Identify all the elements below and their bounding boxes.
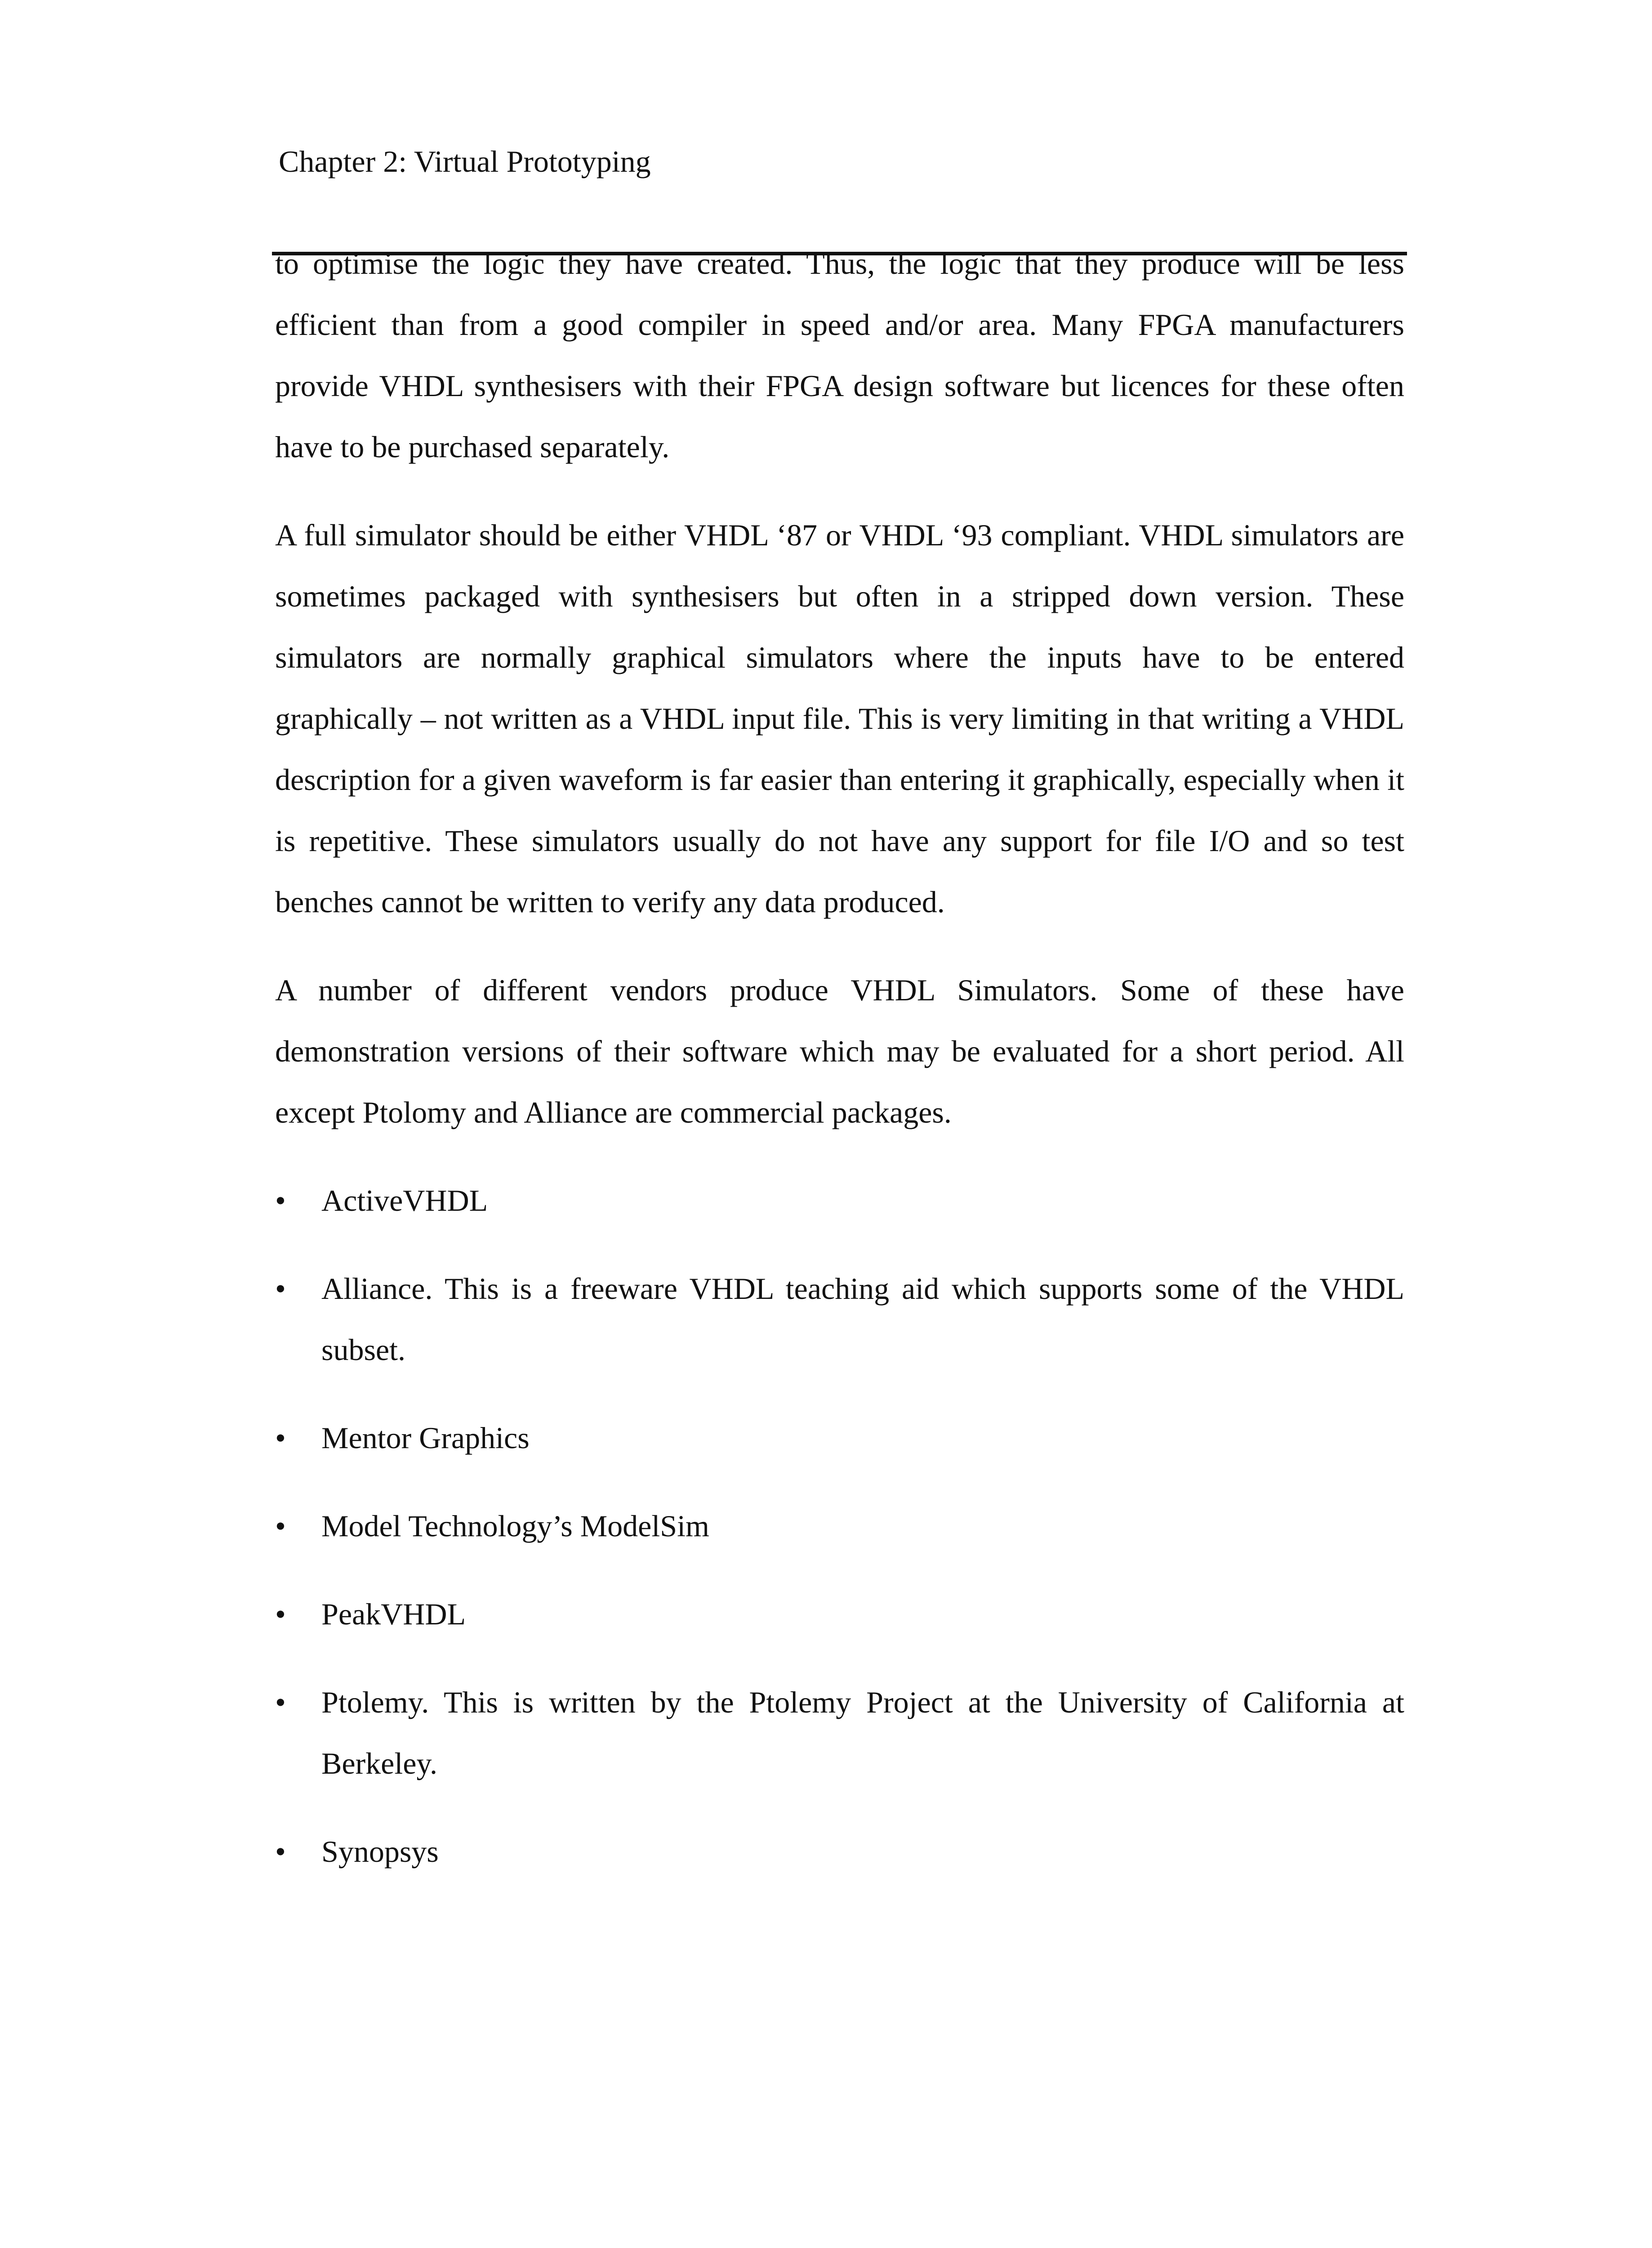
bullet-icon: •: [275, 1834, 286, 1869]
bullet-icon: •: [275, 1597, 286, 1631]
list-item-text: Ptolemy. This is written by the Ptolemy Project at the University of California at Berkeley.: [321, 1685, 1404, 1780]
list-item: [275, 1583, 1404, 1645]
list-item-text: Mentor Graphics: [321, 1421, 530, 1455]
list-item-text: ActiveVHDL: [321, 1183, 488, 1218]
bullet-icon: •: [275, 1509, 286, 1543]
bullet-icon: •: [275, 1271, 286, 1306]
list-item-text: Synopsys: [321, 1834, 439, 1869]
bullet-icon: •: [275, 1183, 286, 1218]
list-item: [275, 1821, 1404, 1882]
bullet-icon: •: [275, 1685, 286, 1719]
list-item-text: Model Technology’s ModelSim: [321, 1509, 709, 1543]
list-item-text: PeakVHDL: [321, 1597, 466, 1631]
list-item: [275, 1170, 1404, 1231]
list-item: [275, 1258, 1404, 1380]
paragraph-simulators: A full simulator should be either VHDL ‘87 or VHDL ‘93 compliant. VHDL simulators are sometimes packaged with synthesisers but often in a stripped down version. These simulators are normally graphical simulators where the inputs have to be entered graphically – not written as a VHDL input file. This is very limiting in that writing a VHDL description for a given waveform is far easier than entering it graphically, especially when it is repetitive. These simulators usually do not have any support for file I/O and so test benches cannot be written to verify any data produced.: [275, 518, 1404, 919]
running-header: Chapter 2: Virtual Prototyping: [279, 144, 651, 178]
list-item: [275, 1495, 1404, 1557]
paragraph-vendors: A number of different vendors produce VHDL Simulators. Some of these have demonstration versions of their software which may be evaluated for a short period. All except Ptolomy and Alliance are commercial packages.: [275, 973, 1404, 1129]
paragraph-synthesisers: to optimise the logic they have created. Thus, the logic that they produce will be less efficient than from a good compiler in speed and/or area. Many FPGA manufacturers provide VHDL synthesisers with their FPGA design software but licences for these often have to be purchased separately.: [275, 246, 1404, 464]
body-text: [275, 233, 1404, 1909]
list-item-text: Alliance. This is a freeware VHDL teaching aid which supports some of the VHDL subset.: [321, 1271, 1404, 1367]
bullet-icon: •: [275, 1421, 286, 1455]
vendor-list: [275, 1170, 1404, 1882]
list-item: [275, 1407, 1404, 1468]
list-item: [275, 1672, 1404, 1794]
